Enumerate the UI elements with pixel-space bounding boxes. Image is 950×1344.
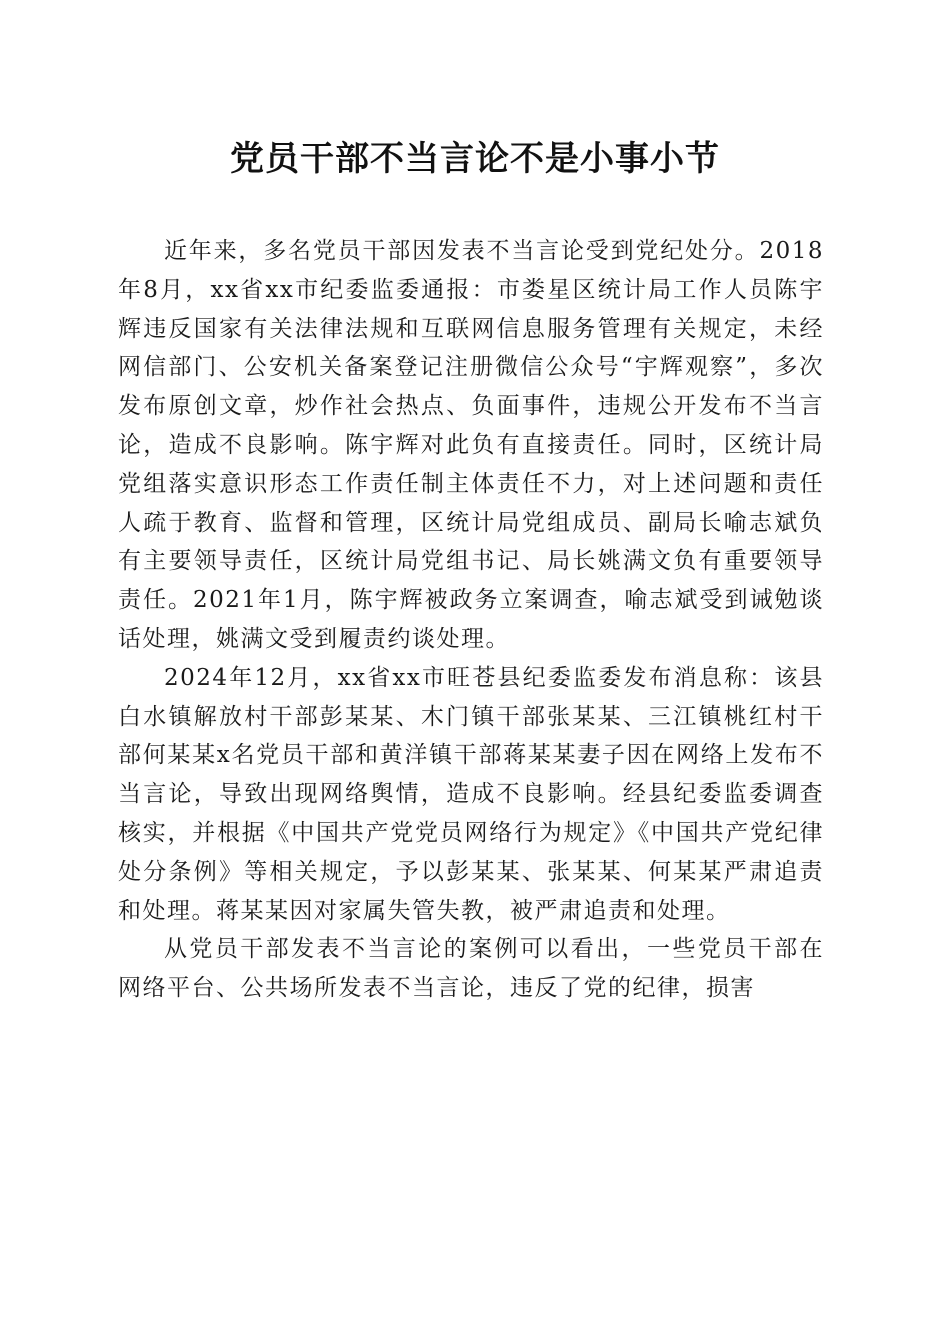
document-body (118, 232, 824, 1008)
document-title: 党员干部不当言论不是小事小节 (230, 139, 720, 179)
paragraph-3: 从党员干部发表不当言论的案例可以看出，一些党员干部在网络平台、公共场所发表不当言论，违反了党的纪律，损害 (118, 936, 824, 1002)
paragraph-1: 近年来，多名党员干部因发表不当言论受到党纪处分。2018年8月，xx省xx市纪委监委通报：市娄星区统计局工作人员陈宇辉违反国家有关法律法规和互联网信息服务管理有关规定，未经网信部门、公安机关备案登记注册微信公众号“宇辉观察”，多次发布原创文章，炒作社会热点、负面事件，违规公开发布不当言论，造成不良影响。陈宇辉对此负有直接责任。同时，区统计局党组落实意识形态工作责任制主体责任不力，对上述问题和责任人疏于教育、监督和管理，区统计局党组成员、副局长喻志斌负有主要领导责任，区统计局党组书记、局长姚满文负有重要领导责任。2021年1月，陈宇辉被政务立案调查，喻志斌受到诫勉谈话处理，姚满文受到履责约谈处理。 (118, 238, 824, 652)
paragraph-2: 2024年12月，xx省xx市旺苍县纪委监委发布消息称：该县白水镇解放村干部彭某某、木门镇干部张某某、三江镇桃红村干部何某某x名党员干部和黄洋镇干部蒋某某妻子因在网络上发布不当言论，导致出现网络舆情，造成不良影响。经县纪委监委调查核实，并根据《中国共产党党员网络行为规定》《中国共产党纪律处分条例》等相关规定，予以彭某某、张某某、何某某严肃追责和处理。蒋某某因对家属失管失教，被严肃追责和处理。 (118, 664, 824, 924)
